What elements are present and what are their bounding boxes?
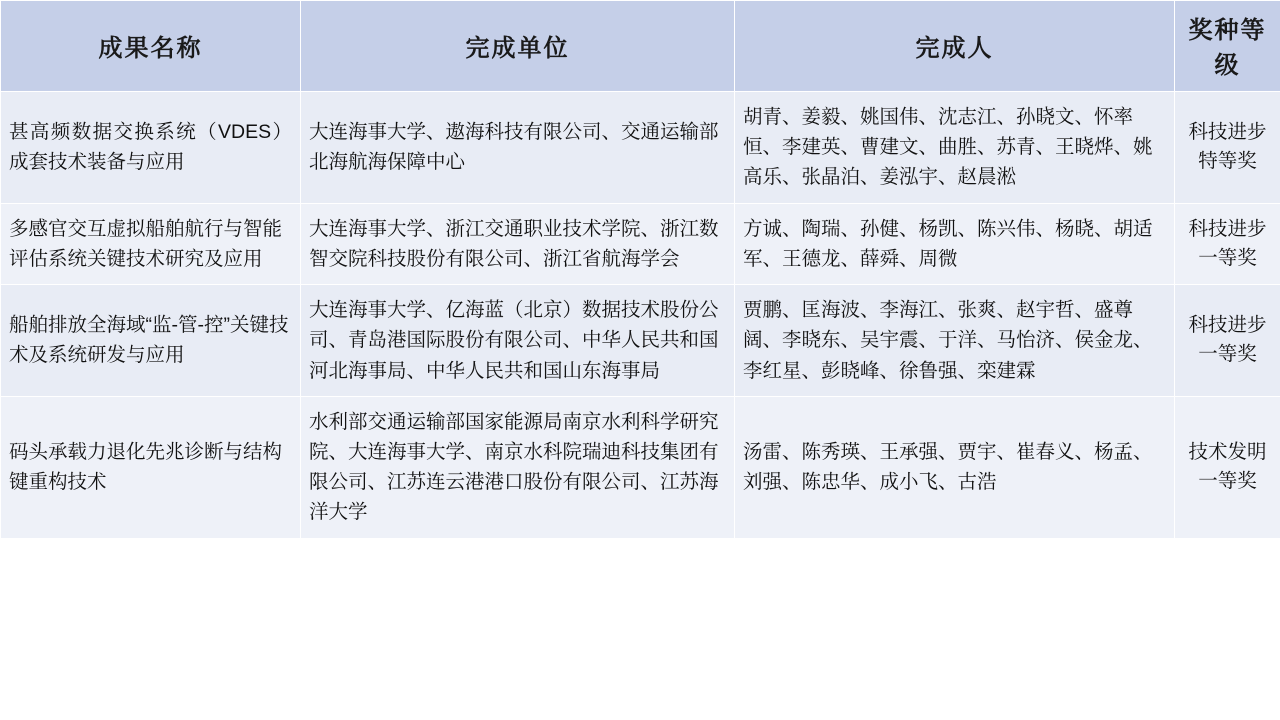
cell-achievement-name: 船舶排放全海域“监-管-控”关键技术及系统研发与应用 (1, 285, 301, 397)
table-row (1, 203, 1280, 284)
award-type: 技术发明 (1188, 440, 1267, 463)
cell-award-grade (1175, 396, 1280, 538)
header-row (1, 1, 1280, 92)
award-level: 特等奖 (1198, 150, 1257, 173)
award-type: 科技进步 (1188, 121, 1267, 144)
cell-completion-people: 贾鹏、匡海波、李海江、张爽、赵宇哲、盛尊阔、李晓东、吴宇震、于洋、马怡济、侯金龙、李红星、彭晓峰、徐鲁强、栾建霖 (735, 285, 1175, 397)
cell-achievement-name: 多感官交互虚拟船舶航行与智能评估系统关键技术研究及应用 (1, 203, 301, 284)
cell-award-grade (1175, 92, 1280, 204)
cell-award-grade (1175, 285, 1280, 397)
award-type: 科技进步 (1188, 314, 1267, 337)
header-cell-unit: 完成单位 (301, 1, 735, 92)
cell-achievement-name: 甚高频数据交换系统（VDES）成套技术装备与应用 (1, 92, 301, 204)
award-type: 科技进步 (1188, 217, 1267, 240)
cell-completion-people: 汤雷、陈秀瑛、王承强、贾宇、崔春义、杨孟、刘强、陈忠华、成小飞、古浩 (735, 396, 1175, 538)
table-header (1, 1, 1280, 92)
award-level: 一等奖 (1198, 246, 1257, 269)
cell-completion-unit: 大连海事大学、遨海科技有限公司、交通运输部北海航海保障中心 (301, 92, 735, 204)
table-body (1, 92, 1280, 539)
cell-completion-unit: 水利部交通运输部国家能源局南京水利科学研究院、大连海事大学、南京水科院瑞迪科技集团有限公司、江苏连云港港口股份有限公司、江苏海洋大学 (301, 396, 735, 538)
cell-completion-people: 胡青、姜毅、姚国伟、沈志江、孙晓文、怀率恒、李建英、曹建文、曲胜、苏青、王晓烨、姚高乐、张晶泊、姜泓宇、赵晨淞 (735, 92, 1175, 204)
cell-completion-unit: 大连海事大学、亿海蓝（北京）数据技术股份公司、青岛港国际股份有限公司、中华人民共和国河北海事局、中华人民共和国山东海事局 (301, 285, 735, 397)
table-row (1, 396, 1280, 538)
table-row (1, 92, 1280, 204)
table-row (1, 285, 1280, 397)
header-cell-award: 奖种等级 (1175, 1, 1280, 92)
cell-completion-unit: 大连海事大学、浙江交通职业技术学院、浙江数智交院科技股份有限公司、浙江省航海学会 (301, 203, 735, 284)
cell-award-grade (1175, 203, 1280, 284)
cell-completion-people: 方诚、陶瑞、孙健、杨凯、陈兴伟、杨晓、胡适军、王德龙、薛舜、周微 (735, 203, 1175, 284)
cell-achievement-name: 码头承载力退化先兆诊断与结构键重构技术 (1, 396, 301, 538)
award-level: 一等奖 (1198, 470, 1257, 493)
header-cell-people: 完成人 (735, 1, 1175, 92)
header-cell-name: 成果名称 (1, 1, 301, 92)
award-level: 一等奖 (1198, 343, 1257, 366)
